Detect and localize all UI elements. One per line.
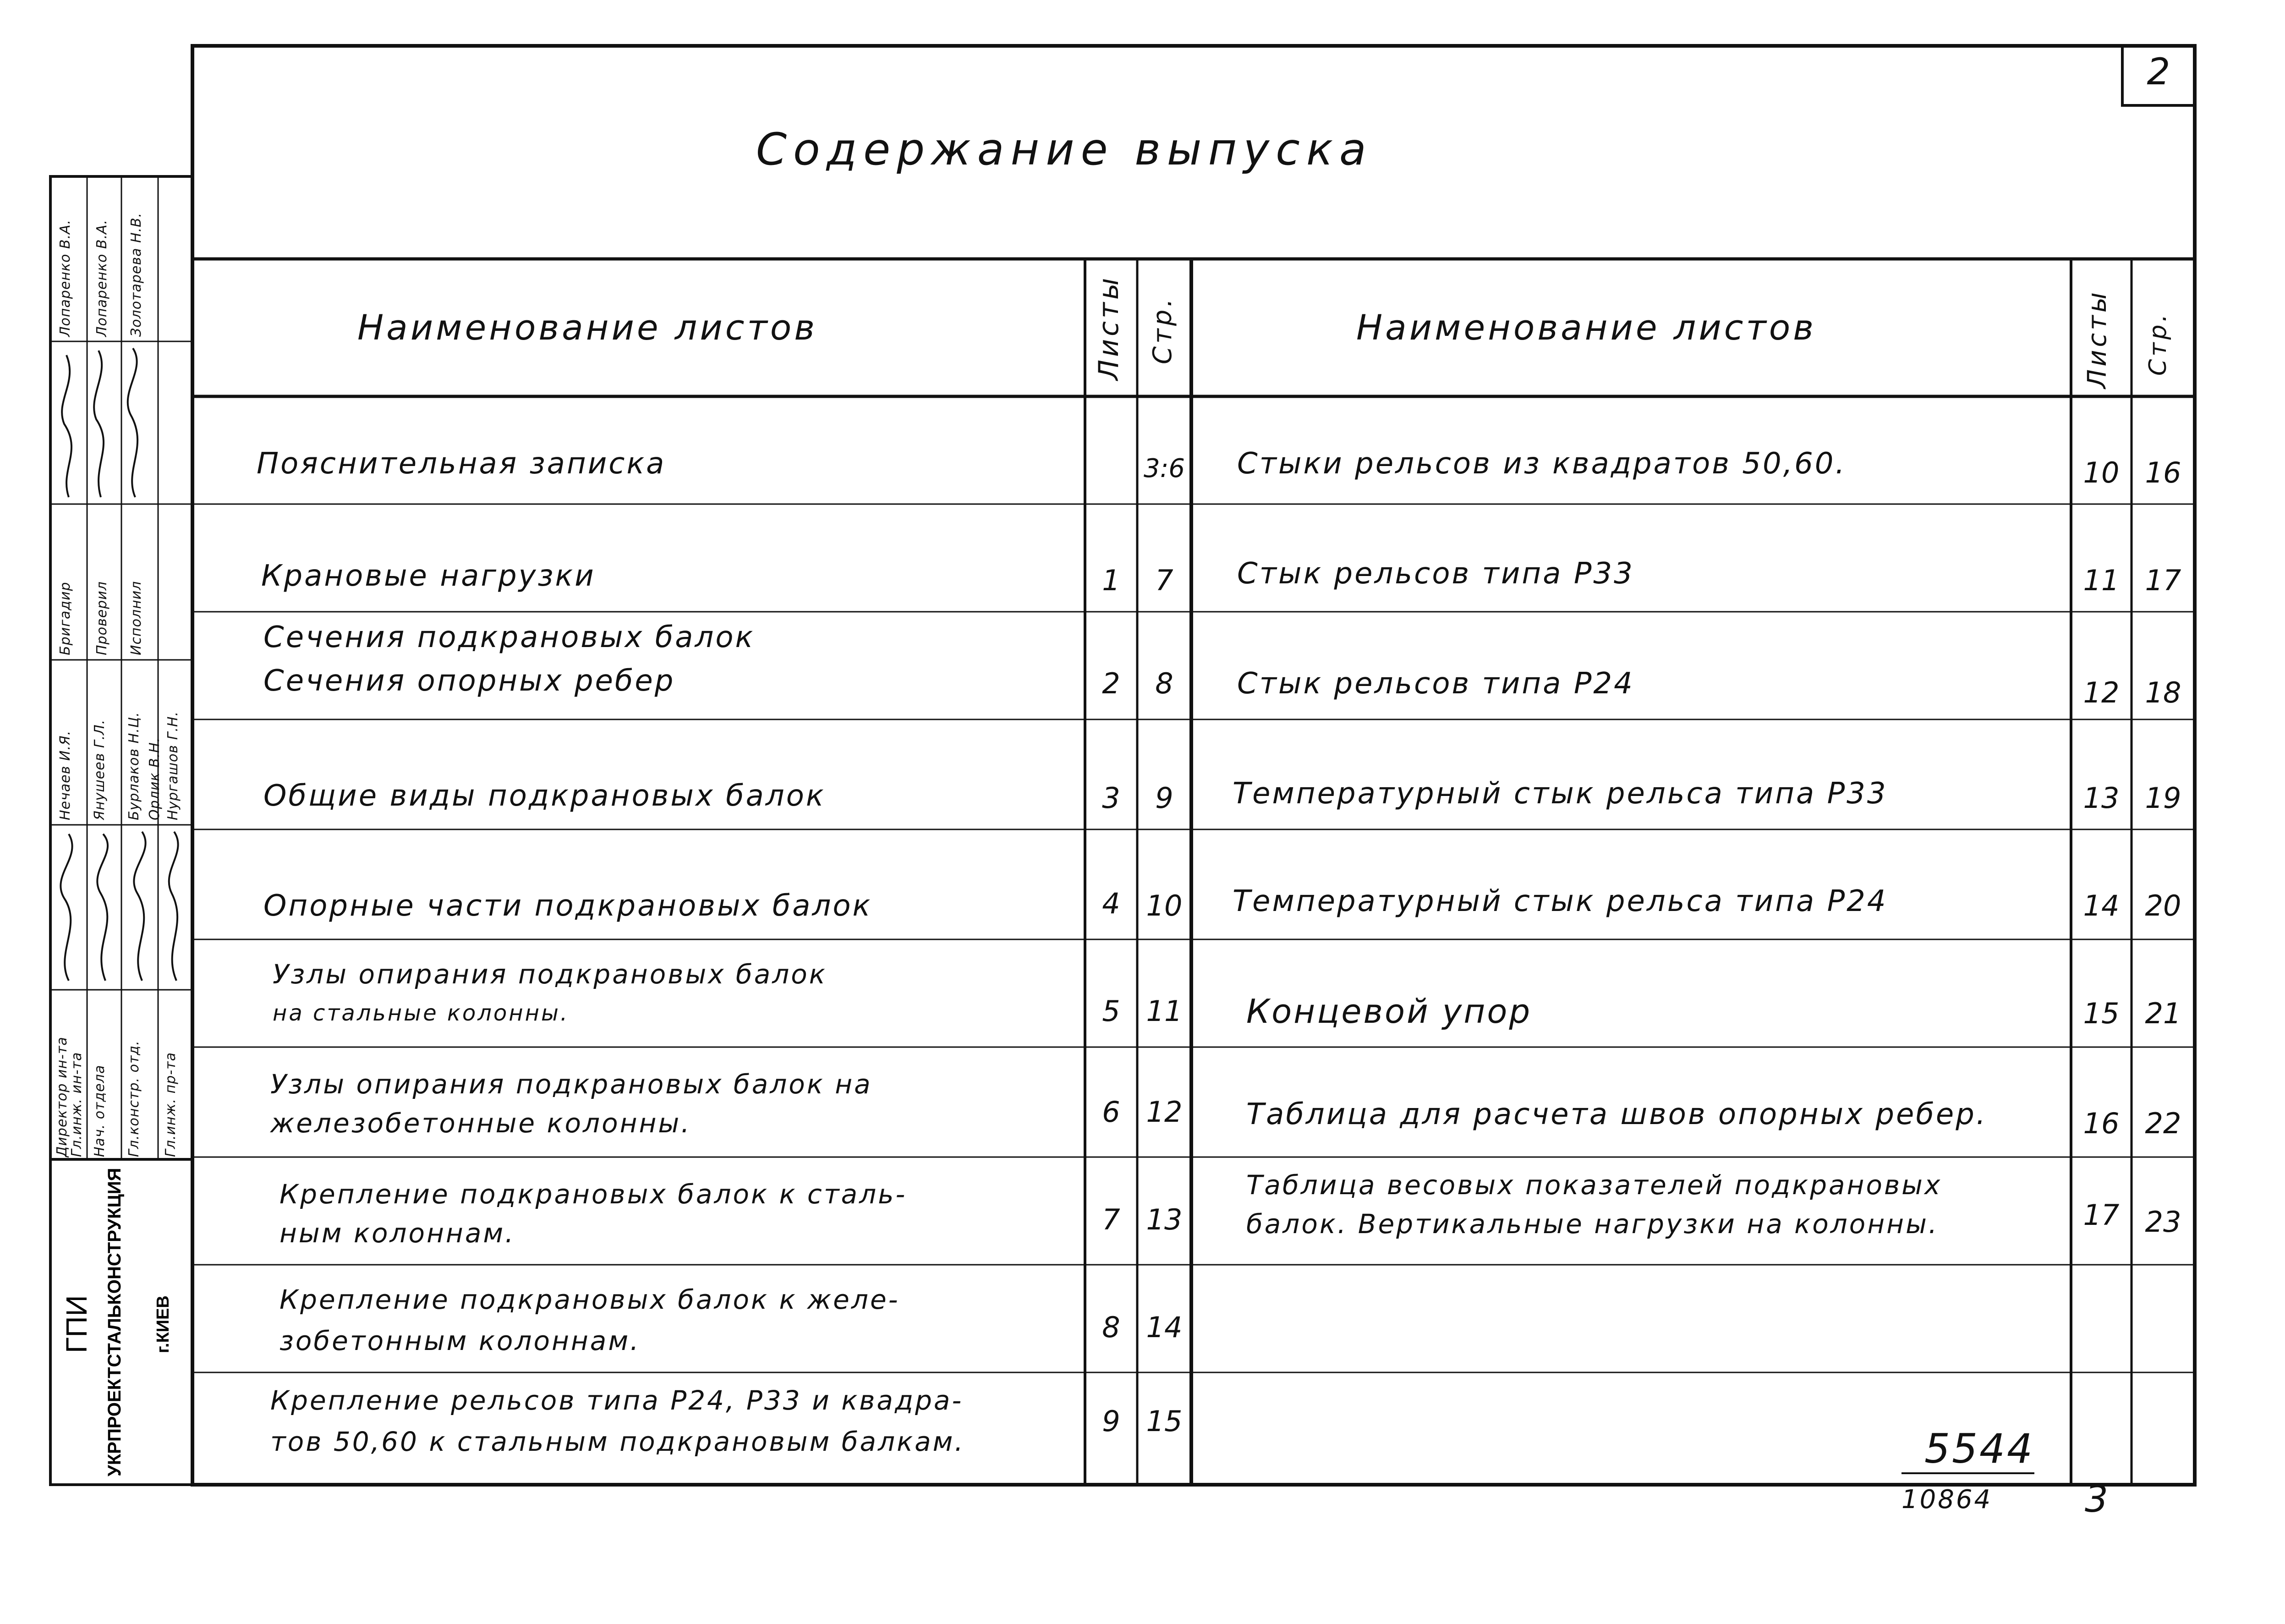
stamp-person2-3: Золотарева Н.В. xyxy=(128,212,144,337)
left-row-7-sheet: 6 xyxy=(1102,1095,1120,1129)
left-row-5-sheet: 4 xyxy=(1102,887,1120,920)
left-row-4-page: 9 xyxy=(1155,781,1173,815)
left-row-8-page: 13 xyxy=(1146,1203,1183,1236)
sheet-number: 2 xyxy=(2147,50,2170,93)
left-row-9-sheet: 8 xyxy=(1102,1311,1120,1344)
right-row-5-name: Температурный стык рельса типа Р24 xyxy=(1233,884,1888,918)
stamp-person2-2: Лопаренко В.А. xyxy=(94,219,110,337)
left-row-5-page: 10 xyxy=(1146,889,1183,922)
stamp-person-1: Нечаев И.Я. xyxy=(57,730,73,820)
right-row-6-name: Концевой упор xyxy=(1246,992,1532,1031)
stamp-person-3: Бурлаков Н.Ц. xyxy=(126,712,142,820)
right-row-7-page: 22 xyxy=(2145,1107,2181,1140)
left-sheets-header: Листы xyxy=(1093,275,1125,380)
right-row-8-line-1: Таблица весовых показателей подкрановых xyxy=(1246,1169,1942,1201)
stamp-person-5: Нургашов Г.Н. xyxy=(165,711,181,820)
left-row-7-line-2: железобетонные колонны. xyxy=(270,1108,691,1139)
left-row-7-line-1: Узлы опирания подкрановых балок на xyxy=(270,1069,872,1100)
left-row-1-page: 3:6 xyxy=(1143,454,1185,483)
right-pages-header: Стр. xyxy=(2144,311,2172,376)
right-row-4-name: Температурный стык рельса типа Р33 xyxy=(1233,777,1888,811)
page-title: Содержание выпуска xyxy=(756,124,1373,175)
stamp-role-3: Исполнил xyxy=(128,581,144,655)
right-row-7-sheet: 16 xyxy=(2083,1107,2120,1140)
left-row-2-name: Крановые нагрузки xyxy=(261,559,596,593)
left-row-5-name: Опорные части подкрановых балок xyxy=(263,889,872,923)
left-row-9-page: 14 xyxy=(1146,1311,1183,1344)
left-row-10-sheet: 9 xyxy=(1102,1405,1120,1438)
left-row-6-page: 11 xyxy=(1146,994,1183,1028)
left-row-9-line-2: зобетонным колоннам. xyxy=(279,1325,641,1356)
right-row-6-page: 21 xyxy=(2145,997,2181,1030)
stamp-role-2: Проверил xyxy=(94,581,110,655)
document-code: 5544 xyxy=(1924,1425,2034,1472)
right-row-1-sheet: 10 xyxy=(2083,456,2120,489)
left-row-3-line-1: Сечения подкрановых балок xyxy=(263,620,755,654)
left-row-9-line-1: Крепление подкрановых балок к желе- xyxy=(279,1284,900,1315)
stamp-person-2: Янушеев Г.Л. xyxy=(92,719,108,820)
left-row-7-page: 12 xyxy=(1146,1095,1183,1129)
right-row-5-page: 20 xyxy=(2145,889,2181,922)
stamp-position-4: Гл.констр. отд. xyxy=(126,1040,142,1157)
inventory-number: 10864 xyxy=(1901,1485,1993,1514)
right-row-3-page: 18 xyxy=(2145,676,2181,709)
right-row-8-line-2: балок. Вертикальные нагрузки на колонны. xyxy=(1246,1208,1939,1240)
right-row-1-page: 16 xyxy=(2145,456,2181,489)
right-row-3-sheet: 12 xyxy=(2083,676,2120,709)
right-sheets-header: Листы xyxy=(2082,289,2112,389)
right-row-2-page: 17 xyxy=(2145,564,2181,597)
right-row-4-page: 19 xyxy=(2145,781,2181,815)
right-row-6-sheet: 15 xyxy=(2083,997,2120,1030)
right-name-header: Наименование листов xyxy=(1356,307,1817,348)
stamp-role-1: Бригадир xyxy=(57,582,73,655)
left-row-3-page: 8 xyxy=(1155,667,1173,700)
right-row-1-name: Стыки рельсов из квадратов 50,60. xyxy=(1237,447,1847,481)
stamp-org-short: ГПИ xyxy=(60,1295,93,1354)
right-row-3-name: Стык рельсов типа Р24 xyxy=(1237,667,1634,701)
left-row-8-line-2: ным колоннам. xyxy=(279,1218,515,1249)
left-row-4-name: Общие виды подкрановых балок xyxy=(263,779,826,813)
stamp-org-long: УКРПРОЕКТСТАЛЬКОНСТРУКЦИЯ xyxy=(104,1168,125,1476)
right-row-4-sheet: 13 xyxy=(2083,781,2120,815)
stamp-position-5: Гл.инж. пр-та xyxy=(163,1052,179,1157)
left-row-2-page: 7 xyxy=(1155,564,1173,597)
left-row-6-line-1: Узлы опирания подкрановых балок xyxy=(273,959,827,990)
stamp-city: г.КИЕВ xyxy=(153,1295,173,1353)
left-row-8-sheet: 7 xyxy=(1102,1203,1120,1236)
left-row-10-line-1: Крепление рельсов типа Р24, Р33 и квадра- xyxy=(270,1385,964,1416)
stamp-position-3: Нач. отдела xyxy=(92,1064,108,1157)
left-pages-header: Стр. xyxy=(1148,296,1178,364)
left-row-1-name: Пояснительная записка xyxy=(257,447,666,481)
signature-group-1 xyxy=(50,341,160,504)
stamp-person-4: Орлик В.Н. xyxy=(147,737,163,820)
right-row-5-sheet: 14 xyxy=(2083,889,2120,922)
stamp-position-2: Гл.инж. ин-та xyxy=(69,1052,85,1157)
signature-group-2 xyxy=(50,825,192,990)
left-row-2-sheet: 1 xyxy=(1102,564,1120,597)
right-row-7-name: Таблица для расчета швов опорных ребер. xyxy=(1246,1097,1988,1131)
left-row-4-sheet: 3 xyxy=(1102,781,1120,815)
left-name-header: Наименование листов xyxy=(357,307,818,348)
right-row-2-name: Стык рельсов типа Р33 xyxy=(1237,557,1634,591)
stamp-position-1: Директор ин-та xyxy=(54,1037,70,1157)
left-row-6-sheet: 5 xyxy=(1102,994,1120,1028)
left-row-6-line-2: на стальные колонны. xyxy=(273,1000,570,1026)
page-number: 3 xyxy=(2085,1478,2108,1520)
left-row-10-line-2: тов 50,60 к стальным подкрановым балкам. xyxy=(270,1426,965,1457)
right-row-8-sheet: 17 xyxy=(2083,1198,2120,1232)
stamp-person2-1: Лопаренко В.А. xyxy=(57,219,73,337)
left-row-10-page: 15 xyxy=(1146,1405,1183,1438)
left-row-3-line-2: Сечения опорных ребер xyxy=(263,664,675,698)
right-row-8-page: 23 xyxy=(2145,1205,2181,1239)
left-row-8-line-1: Крепление подкрановых балок к сталь- xyxy=(279,1179,907,1210)
left-row-3-sheet: 2 xyxy=(1102,667,1120,700)
right-row-2-sheet: 11 xyxy=(2083,564,2120,597)
